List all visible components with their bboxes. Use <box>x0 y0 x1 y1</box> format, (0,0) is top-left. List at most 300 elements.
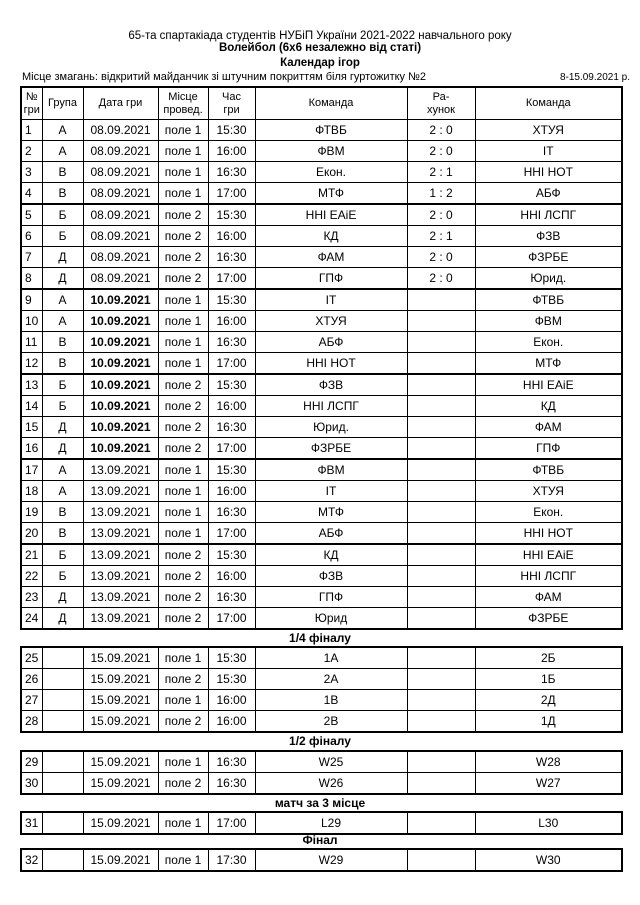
game-date-cell: 13.09.2021 <box>83 544 158 566</box>
team-home-cell: АБФ <box>255 332 407 353</box>
final-title: Фінал <box>302 833 338 847</box>
group-cell: А <box>42 481 83 502</box>
score-cell <box>407 332 475 353</box>
game-number-cell: 19 <box>21 502 42 523</box>
game-date-cell: 10.09.2021 <box>83 396 158 417</box>
group-cell: В <box>42 183 83 205</box>
game-number-cell: 20 <box>21 523 42 545</box>
game-date-cell: 15.09.2021 <box>83 812 158 834</box>
col-date: Дата гри <box>83 87 158 120</box>
score-cell <box>407 690 475 711</box>
game-date-cell: 10.09.2021 <box>83 289 158 311</box>
game-number-cell: 24 <box>21 608 42 630</box>
game-date-cell: 13.09.2021 <box>83 459 158 481</box>
game-date-cell: 10.09.2021 <box>83 374 158 396</box>
team-away-cell: ННІ ЕАіЕ <box>475 544 622 566</box>
team-away-cell: L30 <box>475 812 622 834</box>
game-number-cell: 15 <box>21 417 42 438</box>
field-cell: поле 2 <box>158 773 208 795</box>
score-cell <box>407 417 475 438</box>
team-home-cell: 2А <box>255 669 407 690</box>
game-date-cell: 15.09.2021 <box>83 773 158 795</box>
team-away-cell: ННІ ЕАіЕ <box>475 374 622 396</box>
field-cell: поле 2 <box>158 247 208 268</box>
col-score: Ра- хунок <box>407 87 475 120</box>
game-number-cell: 22 <box>21 566 42 587</box>
group-cell: Б <box>42 374 83 396</box>
tournament-title: 65-та спартакіада студентів НУБіП України 2021-2022 навчального року <box>128 30 512 42</box>
team-away-cell: ФЗВ <box>475 226 622 247</box>
team-home-cell: W25 <box>255 751 407 773</box>
table-row <box>21 162 622 183</box>
team-home-cell: 2В <box>255 711 407 733</box>
table-row <box>21 311 622 332</box>
table-row <box>21 812 622 834</box>
game-time-cell: 17:00 <box>208 353 255 375</box>
field-cell: поле 1 <box>158 812 208 834</box>
table-row <box>21 289 622 311</box>
game-date-cell: 15.09.2021 <box>83 647 158 669</box>
third-place-title: матч за 3 місце <box>274 796 366 810</box>
game-number-cell: 17 <box>21 459 42 481</box>
team-home-cell: АБФ <box>255 523 407 545</box>
score-cell: 2 : 0 <box>407 204 475 226</box>
team-away-cell: Екон. <box>475 332 622 353</box>
team-away-cell: 1Д <box>475 711 622 733</box>
game-time-cell: 16:00 <box>208 481 255 502</box>
group-cell: Б <box>42 544 83 566</box>
game-time-cell: 16:30 <box>208 751 255 773</box>
field-cell: поле 1 <box>158 332 208 353</box>
game-number-cell: 10 <box>21 311 42 332</box>
game-number-cell: 6 <box>21 226 42 247</box>
table-row <box>21 247 622 268</box>
team-home-cell: Юрид. <box>255 417 407 438</box>
score-cell <box>407 481 475 502</box>
team-away-cell: ІТ <box>475 141 622 162</box>
group-cell <box>42 690 83 711</box>
group-cell: Б <box>42 226 83 247</box>
group-cell: Б <box>42 396 83 417</box>
schedule-title: Календар ігор <box>280 57 360 69</box>
team-away-cell: ФАМ <box>475 417 622 438</box>
table-row <box>21 438 622 460</box>
field-cell: поле 1 <box>158 502 208 523</box>
score-cell <box>407 502 475 523</box>
game-date-cell: 08.09.2021 <box>83 204 158 226</box>
game-date-cell: 10.09.2021 <box>83 417 158 438</box>
team-away-cell: ФТВБ <box>475 289 622 311</box>
team-home-cell: ІТ <box>255 481 407 502</box>
game-time-cell: 15:30 <box>208 544 255 566</box>
group-cell: В <box>42 502 83 523</box>
game-time-cell: 15:30 <box>208 289 255 311</box>
game-number-cell: 27 <box>21 690 42 711</box>
game-number-cell: 4 <box>21 183 42 205</box>
field-cell: поле 2 <box>158 374 208 396</box>
game-time-cell: 16:30 <box>208 247 255 268</box>
table-row <box>21 120 622 141</box>
game-time-cell: 17:00 <box>208 183 255 205</box>
quarterfinal-table <box>20 646 623 733</box>
game-time-cell: 16:30 <box>208 502 255 523</box>
group-cell: Д <box>42 268 83 290</box>
table-row <box>21 353 622 375</box>
game-number-cell: 9 <box>21 289 42 311</box>
field-cell: поле 1 <box>158 162 208 183</box>
game-number-cell: 32 <box>21 849 42 871</box>
score-cell <box>407 438 475 460</box>
game-time-cell: 16:30 <box>208 332 255 353</box>
game-time-cell: 17:00 <box>208 523 255 545</box>
score-cell: 2 : 0 <box>407 141 475 162</box>
field-cell: поле 1 <box>158 141 208 162</box>
group-cell: В <box>42 353 83 375</box>
table-row <box>21 544 622 566</box>
field-cell: поле 2 <box>158 417 208 438</box>
field-cell: поле 1 <box>158 751 208 773</box>
score-cell <box>407 544 475 566</box>
group-cell: Д <box>42 608 83 630</box>
game-time-cell: 16:00 <box>208 141 255 162</box>
final-table <box>20 848 623 872</box>
team-away-cell: ННІ НОТ <box>475 162 622 183</box>
field-cell: поле 2 <box>158 226 208 247</box>
game-number-cell: 16 <box>21 438 42 460</box>
team-away-cell: ФЗРБЕ <box>475 608 622 630</box>
team-home-cell: W26 <box>255 773 407 795</box>
game-number-cell: 31 <box>21 812 42 834</box>
table-row <box>21 849 622 871</box>
game-time-cell: 17:00 <box>208 812 255 834</box>
game-date-cell: 10.09.2021 <box>83 332 158 353</box>
score-cell <box>407 459 475 481</box>
game-date-cell: 08.09.2021 <box>83 162 158 183</box>
table-row <box>21 566 622 587</box>
field-cell: поле 2 <box>158 587 208 608</box>
game-date-cell: 15.09.2021 <box>83 849 158 871</box>
col-place: Місце провед. <box>158 87 208 120</box>
team-away-cell: 1Б <box>475 669 622 690</box>
game-time-cell: 16:00 <box>208 396 255 417</box>
team-away-cell: АБФ <box>475 183 622 205</box>
group-cell: Д <box>42 417 83 438</box>
field-cell: поле 1 <box>158 849 208 871</box>
game-number-cell: 2 <box>21 141 42 162</box>
team-away-cell: Екон. <box>475 502 622 523</box>
team-home-cell: МТФ <box>255 502 407 523</box>
group-cell <box>42 849 83 871</box>
team-away-cell: W30 <box>475 849 622 871</box>
field-cell: поле 1 <box>158 183 208 205</box>
table-row <box>21 608 622 630</box>
field-cell: поле 2 <box>158 711 208 733</box>
group-cell: А <box>42 459 83 481</box>
team-away-cell: ФАМ <box>475 587 622 608</box>
game-time-cell: 15:30 <box>208 647 255 669</box>
field-cell: поле 1 <box>158 289 208 311</box>
team-home-cell: Юрид <box>255 608 407 630</box>
col-team2: Команда <box>475 87 622 120</box>
game-date-cell: 13.09.2021 <box>83 523 158 545</box>
score-cell <box>407 812 475 834</box>
game-date-cell: 15.09.2021 <box>83 711 158 733</box>
game-date-cell: 13.09.2021 <box>83 481 158 502</box>
game-date-cell: 15.09.2021 <box>83 690 158 711</box>
score-cell <box>407 647 475 669</box>
score-cell <box>407 711 475 733</box>
team-home-cell: ХТУЯ <box>255 311 407 332</box>
score-cell <box>407 311 475 332</box>
team-away-cell: ФВМ <box>475 311 622 332</box>
team-home-cell: L29 <box>255 812 407 834</box>
score-cell: 2 : 1 <box>407 226 475 247</box>
team-home-cell: 1В <box>255 690 407 711</box>
game-time-cell: 16:00 <box>208 226 255 247</box>
game-number-cell: 5 <box>21 204 42 226</box>
col-group: Група <box>42 87 83 120</box>
game-time-cell: 16:00 <box>208 690 255 711</box>
table-row <box>21 647 622 669</box>
group-cell: Б <box>42 566 83 587</box>
score-cell <box>407 587 475 608</box>
game-number-cell: 30 <box>21 773 42 795</box>
table-row <box>21 481 622 502</box>
game-number-cell: 12 <box>21 353 42 375</box>
game-date-cell: 08.09.2021 <box>83 141 158 162</box>
semifinal-title: 1/2 фіналу <box>289 734 351 748</box>
team-home-cell: МТФ <box>255 183 407 205</box>
group-cell: А <box>42 120 83 141</box>
game-date-cell: 10.09.2021 <box>83 311 158 332</box>
table-row <box>21 417 622 438</box>
field-cell: поле 2 <box>158 544 208 566</box>
col-time: Час гри <box>208 87 255 120</box>
team-away-cell: 2Б <box>475 647 622 669</box>
field-cell: поле 1 <box>158 459 208 481</box>
team-away-cell: W28 <box>475 751 622 773</box>
game-date-cell: 15.09.2021 <box>83 669 158 690</box>
team-home-cell: Екон. <box>255 162 407 183</box>
table-row <box>21 226 622 247</box>
third-place-table <box>20 811 623 835</box>
game-time-cell: 17:00 <box>208 268 255 290</box>
group-cell: Б <box>42 204 83 226</box>
team-away-cell: 2Д <box>475 690 622 711</box>
game-time-cell: 16:00 <box>208 311 255 332</box>
table-row <box>21 711 622 733</box>
field-cell: поле 1 <box>158 481 208 502</box>
score-cell: 2 : 0 <box>407 247 475 268</box>
score-cell <box>407 773 475 795</box>
field-cell: поле 2 <box>158 204 208 226</box>
team-away-cell: W27 <box>475 773 622 795</box>
field-cell: поле 2 <box>158 566 208 587</box>
group-cell <box>42 669 83 690</box>
quarterfinal-title: 1/4 фіналу <box>289 631 351 645</box>
game-number-cell: 28 <box>21 711 42 733</box>
game-date-cell: 13.09.2021 <box>83 587 158 608</box>
group-cell: Д <box>42 438 83 460</box>
game-time-cell: 15:30 <box>208 669 255 690</box>
semifinal-table <box>20 750 623 795</box>
game-number-cell: 3 <box>21 162 42 183</box>
field-cell: поле 1 <box>158 353 208 375</box>
team-home-cell: ФЗВ <box>255 374 407 396</box>
team-away-cell: ННІ ЛСПГ <box>475 566 622 587</box>
table-header-row <box>21 87 622 120</box>
game-number-cell: 14 <box>21 396 42 417</box>
table-row <box>21 669 622 690</box>
game-time-cell: 17:00 <box>208 608 255 630</box>
group-cell: В <box>42 162 83 183</box>
team-home-cell: ГПФ <box>255 268 407 290</box>
game-number-cell: 1 <box>21 120 42 141</box>
game-time-cell: 16:30 <box>208 773 255 795</box>
field-cell: поле 2 <box>158 268 208 290</box>
table-row <box>21 690 622 711</box>
team-home-cell: ІТ <box>255 289 407 311</box>
team-away-cell: ХТУЯ <box>475 481 622 502</box>
score-cell <box>407 608 475 630</box>
game-time-cell: 15:30 <box>208 120 255 141</box>
game-time-cell: 16:00 <box>208 711 255 733</box>
team-away-cell: ФТВБ <box>475 459 622 481</box>
group-cell: А <box>42 289 83 311</box>
game-time-cell: 17:00 <box>208 438 255 460</box>
table-row <box>21 183 622 205</box>
score-cell <box>407 353 475 375</box>
group-cell: Д <box>42 587 83 608</box>
team-home-cell: ФАМ <box>255 247 407 268</box>
field-cell: поле 1 <box>158 647 208 669</box>
score-cell <box>407 751 475 773</box>
score-cell <box>407 289 475 311</box>
table-row <box>21 459 622 481</box>
game-date-cell: 08.09.2021 <box>83 247 158 268</box>
team-home-cell: КД <box>255 544 407 566</box>
col-team1: Команда <box>255 87 407 120</box>
game-time-cell: 17:30 <box>208 849 255 871</box>
game-date-cell: 08.09.2021 <box>83 226 158 247</box>
game-time-cell: 15:30 <box>208 204 255 226</box>
game-number-cell: 11 <box>21 332 42 353</box>
score-cell <box>407 374 475 396</box>
team-home-cell: ГПФ <box>255 587 407 608</box>
group-cell: Д <box>42 247 83 268</box>
game-number-cell: 21 <box>21 544 42 566</box>
game-date-cell: 08.09.2021 <box>83 268 158 290</box>
field-cell: поле 1 <box>158 311 208 332</box>
group-cell: В <box>42 523 83 545</box>
team-home-cell: W29 <box>255 849 407 871</box>
col-number: № гри <box>21 87 42 120</box>
table-row <box>21 773 622 795</box>
team-away-cell: ННІ ЛСПГ <box>475 204 622 226</box>
score-cell <box>407 849 475 871</box>
table-row <box>21 141 622 162</box>
group-games-table <box>20 86 623 630</box>
game-time-cell: 16:30 <box>208 417 255 438</box>
game-time-cell: 15:30 <box>208 459 255 481</box>
group-cell <box>42 773 83 795</box>
table-row <box>21 751 622 773</box>
game-date-cell: 10.09.2021 <box>83 353 158 375</box>
table-row <box>21 396 622 417</box>
table-row <box>21 204 622 226</box>
score-cell: 2 : 0 <box>407 268 475 290</box>
team-home-cell: ННІ ЛСПГ <box>255 396 407 417</box>
score-cell: 1 : 2 <box>407 183 475 205</box>
team-away-cell: ННІ НОТ <box>475 523 622 545</box>
team-home-cell: 1А <box>255 647 407 669</box>
game-date-cell: 15.09.2021 <box>83 751 158 773</box>
team-home-cell: ФВМ <box>255 459 407 481</box>
game-date-cell: 10.09.2021 <box>83 438 158 460</box>
team-home-cell: ФТВБ <box>255 120 407 141</box>
table-row <box>21 523 622 545</box>
field-cell: поле 1 <box>158 690 208 711</box>
team-away-cell: ФЗРБЕ <box>475 247 622 268</box>
team-away-cell: МТФ <box>475 353 622 375</box>
field-cell: поле 1 <box>158 120 208 141</box>
group-cell: А <box>42 141 83 162</box>
score-cell: 2 : 1 <box>407 162 475 183</box>
group-cell <box>42 812 83 834</box>
team-away-cell: Юрид. <box>475 268 622 290</box>
game-number-cell: 26 <box>21 669 42 690</box>
team-away-cell: ХТУЯ <box>475 120 622 141</box>
score-cell <box>407 566 475 587</box>
field-cell: поле 2 <box>158 669 208 690</box>
game-number-cell: 25 <box>21 647 42 669</box>
team-home-cell: ФЗРБЕ <box>255 438 407 460</box>
team-home-cell: ФВМ <box>255 141 407 162</box>
game-date-cell: 08.09.2021 <box>83 183 158 205</box>
field-cell: поле 2 <box>158 608 208 630</box>
game-date-cell: 13.09.2021 <box>83 502 158 523</box>
venue-text: Місце змагань: відкритий майданчик зі штучним покриттям біля гуртожитку №2 <box>22 71 427 83</box>
score-cell <box>407 669 475 690</box>
game-time-cell: 16:30 <box>208 587 255 608</box>
game-number-cell: 7 <box>21 247 42 268</box>
table-row <box>21 268 622 290</box>
game-number-cell: 29 <box>21 751 42 773</box>
game-date-cell: 13.09.2021 <box>83 608 158 630</box>
field-cell: поле 2 <box>158 396 208 417</box>
score-cell <box>407 396 475 417</box>
group-cell: А <box>42 311 83 332</box>
group-cell <box>42 647 83 669</box>
score-cell: 2 : 0 <box>407 120 475 141</box>
team-home-cell: ННІ ЕАіЕ <box>255 204 407 226</box>
group-cell: В <box>42 332 83 353</box>
team-home-cell: ННІ НОТ <box>255 353 407 375</box>
team-home-cell: КД <box>255 226 407 247</box>
table-row <box>21 502 622 523</box>
game-number-cell: 23 <box>21 587 42 608</box>
field-cell: поле 1 <box>158 523 208 545</box>
dates-text: 8-15.09.2021 р. <box>559 72 630 83</box>
score-cell <box>407 523 475 545</box>
team-away-cell: КД <box>475 396 622 417</box>
game-time-cell: 15:30 <box>208 374 255 396</box>
group-cell <box>42 711 83 733</box>
table-row <box>21 374 622 396</box>
game-number-cell: 8 <box>21 268 42 290</box>
team-home-cell: ФЗВ <box>255 566 407 587</box>
game-number-cell: 13 <box>21 374 42 396</box>
